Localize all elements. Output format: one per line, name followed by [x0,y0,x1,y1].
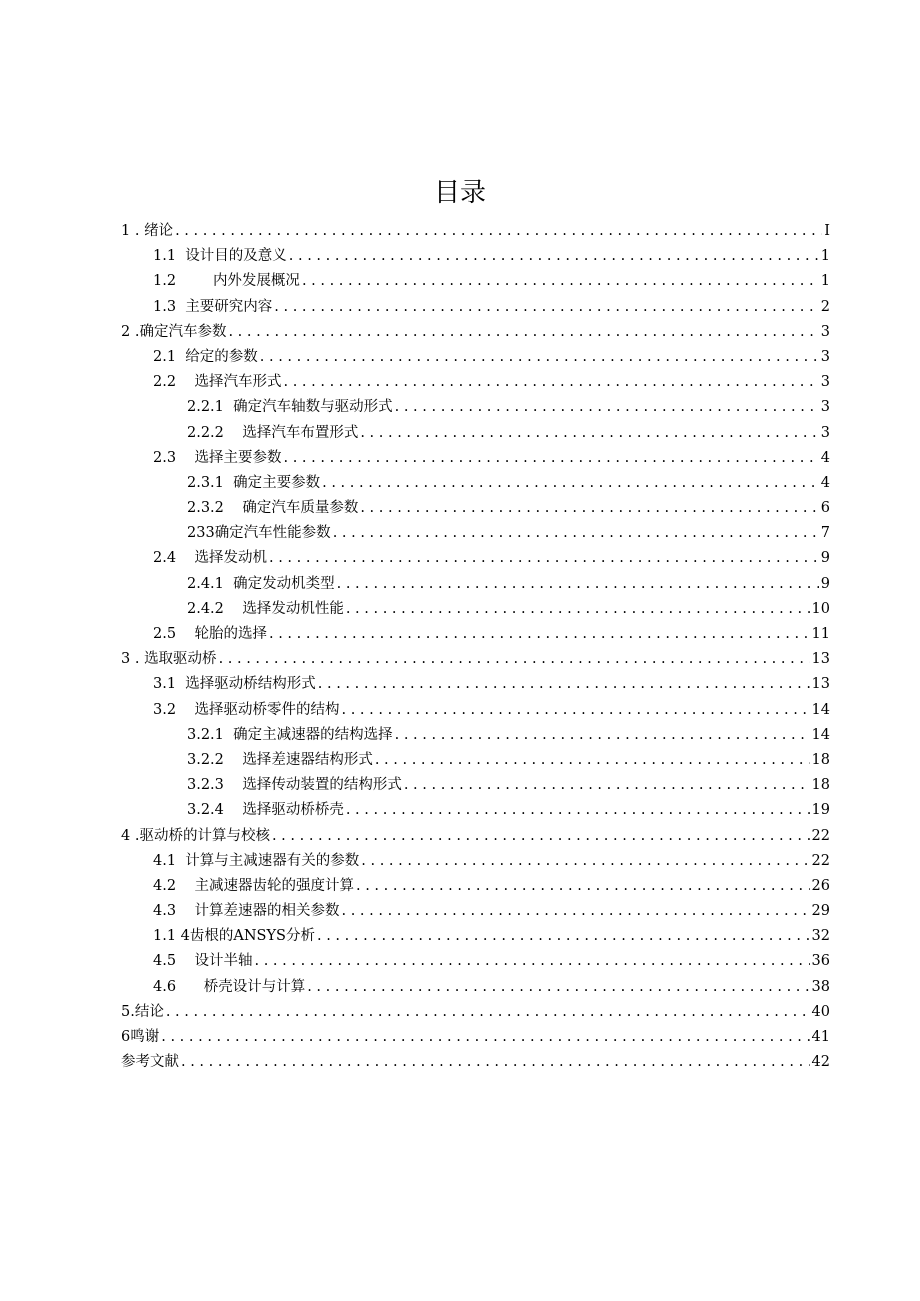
toc-entry[interactable] [121,798,830,823]
toc-entry[interactable] [121,546,830,571]
toc-entry-number: 6 [121,1029,131,1045]
toc-leader-dots [337,576,819,592]
toc-entry-number: 3.2.1 [187,726,234,743]
toc-leader-dots [269,550,819,566]
toc-entry-title: 选择驱动桥结构形式 [185,676,316,693]
toc-entry-page: 6 [820,500,830,517]
toc-entry-title: 设计半轴 [194,953,253,970]
toc-entry-title: 给定的参数 [185,348,258,365]
toc-entry[interactable] [121,320,830,345]
toc-entry[interactable] [121,244,830,269]
toc-entry[interactable] [121,748,830,773]
toc-entry-title: 桥壳设计与计算 [203,978,306,995]
toc-leader-dots [342,702,810,718]
toc-entry[interactable] [121,773,830,798]
toc-entry-number: 3.2.3 [187,777,243,794]
toc-entry-number: 2 . [121,323,140,340]
toc-entry-title: 选择差速器结构形式 [242,751,373,768]
toc-leader-dots [346,802,810,818]
toc-entry-title: 选择汽车形式 [194,374,282,391]
toc-entry-page: 9 [820,575,830,592]
toc-entry-page: 7 [820,525,830,542]
toc-leader-dots [360,425,818,441]
toc-entry-title: 确定汽车参数 [139,323,227,340]
toc-entry-page: 18 [811,777,830,794]
toc-entry-title: 确定汽车轴数与驱动形式 [233,399,393,416]
toc-entry[interactable] [121,949,830,974]
toc-entry[interactable] [121,824,830,849]
toc-leader-dots [333,525,819,541]
toc-entry-page: 18 [811,751,830,768]
toc-entry-page: 1 [820,248,830,265]
toc-entry-number: 4.1 [153,852,186,869]
toc-entry[interactable] [121,924,830,949]
toc-entry-page: 3 [820,348,830,365]
toc-entry-number: 3 . [121,651,145,668]
toc-leader-dots [284,450,819,466]
toc-leader-dots [342,903,810,919]
toc-entry-page: 3 [820,323,830,340]
toc-leader-dots [161,1029,809,1045]
toc-entry-number: 4.5 [153,953,195,970]
toc-entry[interactable] [121,572,830,597]
toc-leader-dots [228,324,818,340]
toc-entry-page: 4 [820,449,830,466]
toc-entry-title: 结论 [134,1003,164,1020]
toc-leader-dots [395,399,819,415]
toc-entry-page: 14 [811,726,830,743]
toc-entry-page: 22 [811,852,830,869]
toc-entry-page: 22 [811,827,830,844]
toc-leader-dots [360,500,818,516]
toc-entry[interactable] [121,622,830,647]
toc-entry[interactable] [121,269,830,294]
toc-entry-title: 选择驱动桥桥壳 [242,802,344,819]
toc-entry-page: 41 [811,1029,830,1045]
toc-entry-page: 32 [811,928,830,945]
toc-entry[interactable] [121,395,830,420]
toc-leader-dots [260,349,819,365]
toc-entry-page: 29 [811,903,830,920]
toc-entry-number: 2.4.1 [187,575,234,592]
toc-leader-dots [302,273,819,289]
toc-entry-title: 确定主减速器的结构选择 [233,726,393,743]
toc-entry[interactable] [121,874,830,899]
toc-leader-dots [307,979,809,995]
toc-entry-title: 选择发动机 [194,550,267,567]
toc-entry-page: 42 [811,1054,830,1071]
toc-leader-dots [255,953,810,969]
toc-leader-dots [219,651,810,667]
toc-entry[interactable] [121,496,830,521]
toc-entry-title: 鸣谢 [130,1029,160,1045]
toc-entry-number: 2.1 [153,348,186,365]
toc-entry[interactable] [121,647,830,672]
toc-leader-dots [284,374,819,390]
toc-entry-title: 选取驱动桥 [144,651,217,668]
toc-entry-title: 主减速器齿轮的强度计算 [194,877,354,894]
toc-entry[interactable] [121,1050,830,1075]
toc-leader-dots [181,1054,810,1070]
toc-entry-title: 驱动桥的计算与校核 [139,827,270,844]
toc-entry-page: 2 [820,298,830,315]
toc-entry-title: 确定汽车性能参数 [214,525,331,542]
toc-entry-title: 确定发动机类型 [233,575,335,592]
toc-entry-page: 9 [820,550,830,567]
toc-entry-page: 10 [811,600,830,617]
toc-leader-dots [289,248,819,264]
toc-entry-number: 3.1 [153,676,186,693]
toc-leader-dots [272,828,810,844]
toc-entry-page: 14 [811,701,830,718]
toc-entry[interactable] [121,849,830,874]
toc-entry[interactable] [121,899,830,924]
toc-entry-title: 参考文献 [121,1054,179,1071]
toc-entry-number: 2.3.2 [187,500,243,517]
toc-leader-dots [318,676,810,692]
toc-entry-number: 4 . [121,827,140,844]
toc-entry-number: 1.2 [153,273,213,290]
toc-entry-page: 3 [820,374,830,391]
toc-entry-number: 2.3.1 [187,474,234,491]
toc-entry[interactable] [121,975,830,1000]
toc-entry-title: 计算差速器的相关参数 [194,903,340,920]
toc-leader-dots [322,475,819,491]
toc-entry-page: 13 [811,676,830,693]
table-of-contents [121,219,830,1075]
toc-entry[interactable] [121,446,830,471]
toc-entry-title: 内外发展概况 [212,273,300,290]
toc-entry-page: 3 [820,399,830,416]
toc-entry-title: 主要研究内容 [185,298,273,315]
toc-entry-title: 选择传动装置的结构形式 [242,777,402,794]
toc-leader-dots [375,752,810,768]
toc-entry-number: 3.2.2 [187,751,243,768]
toc-leader-dots [317,928,810,944]
toc-entry-page: 13 [811,651,830,668]
toc-leader-dots [356,878,810,894]
toc-entry-number: 2.2.2 [187,424,243,441]
page-title: 目录 [433,178,486,208]
toc-entry-page: 38 [811,978,830,995]
toc-entry-page: 36 [811,953,830,970]
toc-entry[interactable] [121,471,830,496]
toc-entry-title: 计算与主减速器有关的参数 [185,852,360,869]
toc-entry[interactable] [121,597,830,622]
toc-entry-number: 3.2.4 [187,802,243,819]
toc-entry[interactable] [121,521,830,546]
toc-entry-title: 选择驱动桥零件的结构 [194,701,340,718]
toc-entry-page: 3 [820,424,830,441]
toc-entry-page: 19 [811,802,830,819]
toc-entry-number: 2.2 [153,374,195,391]
toc-entry-number: 1 . [121,223,145,239]
toc-entry[interactable] [121,295,830,320]
toc-entry-title: 确定汽车质量参数 [242,500,359,517]
toc-entry-title: 4齿根的ANSYS分析 [180,928,315,945]
toc-entry-number: 2.3 [153,449,195,466]
toc-entry-number: 5. [121,1003,135,1020]
toc-entry-title: 绪论 [144,223,174,239]
toc-entry-page: 40 [811,1003,830,1020]
toc-entry-page: 11 [811,626,830,642]
toc-entry-number: 4.6 [153,978,204,995]
toc-entry-page: 26 [811,877,830,894]
toc-entry-page: 1 [820,273,830,290]
toc-entry-number: 2.4.2 [187,600,243,617]
toc-leader-dots [269,626,810,642]
toc-entry-number: 3.2 [153,701,195,718]
toc-entry-number: 2.4 [153,550,195,567]
toc-leader-dots [361,853,809,869]
toc-leader-dots [404,777,810,793]
toc-entry-title: 轮胎的选择 [194,626,267,642]
toc-entry-number: 233 [187,525,215,542]
toc-entry-number: 4.3 [153,903,195,920]
toc-leader-dots [274,299,818,315]
toc-leader-dots [395,727,810,743]
toc-entry[interactable] [121,1000,830,1025]
toc-entry-title: 确定主要参数 [233,474,321,491]
toc-entry[interactable] [121,723,830,748]
toc-leader-dots [346,601,810,617]
toc-entry[interactable] [121,672,830,697]
toc-entry-title: 选择汽车布置形式 [242,424,359,441]
toc-entry[interactable] [121,345,830,370]
toc-leader-dots [166,1004,810,1020]
toc-entry[interactable] [121,421,830,446]
toc-entry[interactable] [121,370,830,395]
toc-entry-number: 2.5 [153,626,195,642]
toc-entry-number: 2.2.1 [187,399,234,416]
toc-entry-number: 1.1 [153,928,181,945]
toc-entry-number: 1.3 [153,298,186,315]
toc-leader-dots [175,223,822,239]
toc-entry-title: 设计目的及意义 [185,248,287,265]
toc-entry-page: I [824,223,830,239]
toc-entry[interactable] [121,698,830,723]
toc-entry-number: 4.2 [153,877,195,894]
toc-entry-number: 1.1 [153,248,186,265]
toc-entry[interactable] [121,219,830,244]
toc-entry-title: 选择主要参数 [194,449,282,466]
toc-entry-page: 4 [820,474,830,491]
toc-entry[interactable] [121,1025,830,1050]
toc-entry-title: 选择发动机性能 [242,600,344,617]
